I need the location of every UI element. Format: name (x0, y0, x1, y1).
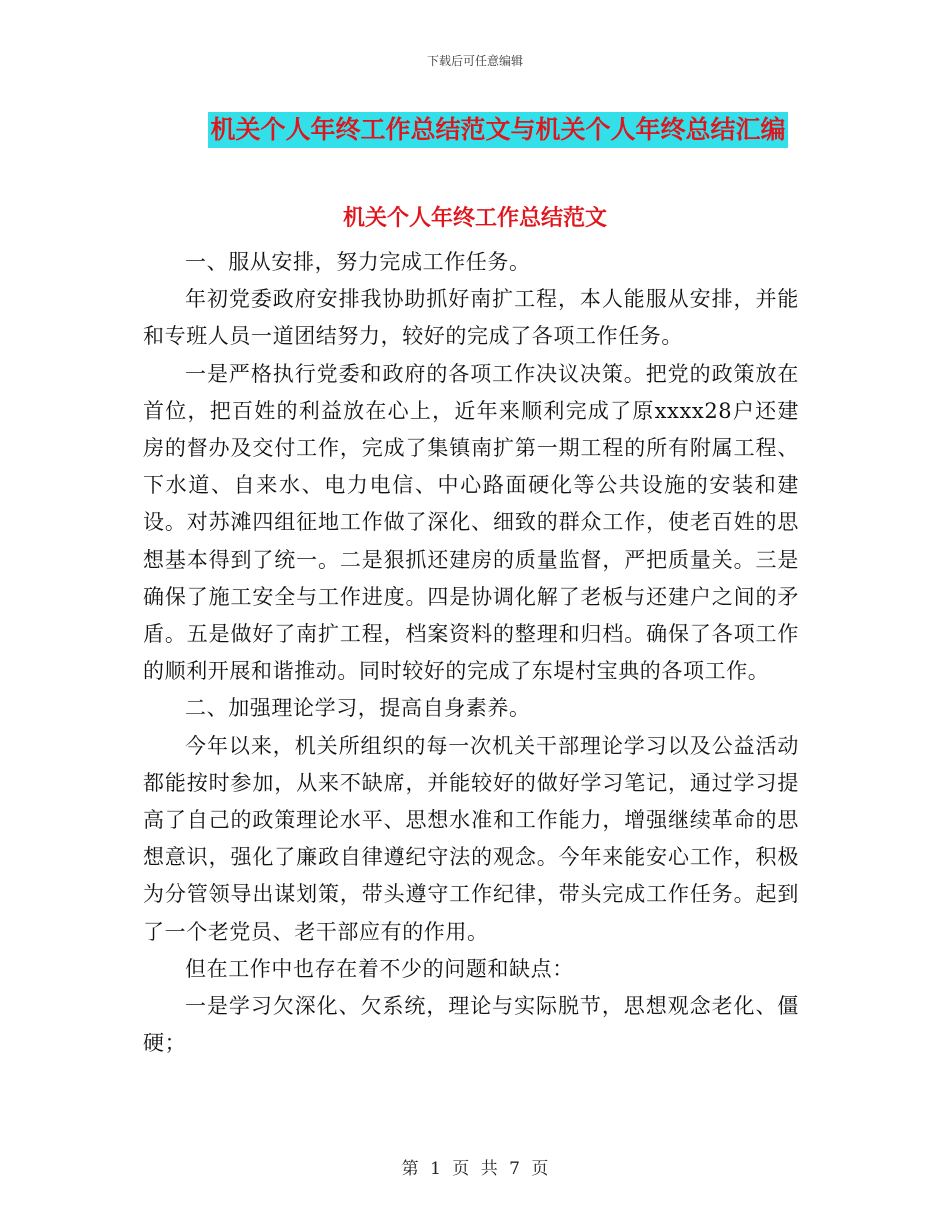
page-number-footer: 第 1 页 共 7 页 (401, 1159, 549, 1179)
main-title-container (0, 112, 950, 148)
section-title: 机关个人年终工作总结范文 (342, 205, 607, 231)
body-paragraph: 但在工作中也存在着不少的问题和缺点： (185, 956, 574, 981)
document-body (143, 244, 799, 1062)
heading-paragraph-1: 一、服从安排，努力完成工作任务。 (185, 250, 531, 274)
body-paragraph: 今年以来，机关所组织的每一次机关干部理论学习以及公益活动都能按时参加，从来不缺席，并能较好的做好学习笔记，通过学习提高了自己的政策理论水平、思想水准和工作能力，增强继续革命的思想意识，强化了廉政自律遵纪守法的观念。今年来能安心工作，积极为分管领导出谋划策，带头遵守工作纪律，带头完成工作任务。起到了一个老党员、老干部应有的作用。 (143, 733, 799, 944)
body-paragraph: 一是严格执行党委和政府的各项工作决议决策。把党的政策放在首位，把百姓的利益放在心上，近年来顺利完成了原xxxx28户还建房的督办及交付工作，完成了集镇南扩第一期工程的所有附属工程、下水道、自来水、电力电信、中心路面硬化等公共设施的安装和建设。对苏滩四组征地工作做了深化、细致的群众工作，使老百姓的思想基本得到了统一。二是狠抓还建房的质量监督，严把质量关。三是确保了施工安全与工作进度。四是协调化解了老板与还建户之间的矛盾。五是做好了南扩工程，档案资料的整理和归档。确保了各项工作的顺利开展和谐推动。同时较好的完成了东堤村宝典的各项工作。 (143, 361, 799, 684)
document-main-title: 机关个人年终工作总结范文与机关个人年终总结汇编 (208, 112, 787, 148)
heading-paragraph-2: 二、加强理论学习，提高自身素养。 (185, 696, 531, 721)
body-paragraph: 一是学习欠深化、欠系统，理论与实际脱节，思想观念老化、僵硬； (143, 994, 799, 1056)
header-note: 下载后可任意编辑 (426, 54, 523, 68)
body-paragraph: 年初党委政府安排我协助抓好南扩工程，本人能服从安排，并能和专班人员一道团结努力，较好的完成了各项工作任务。 (143, 287, 799, 349)
